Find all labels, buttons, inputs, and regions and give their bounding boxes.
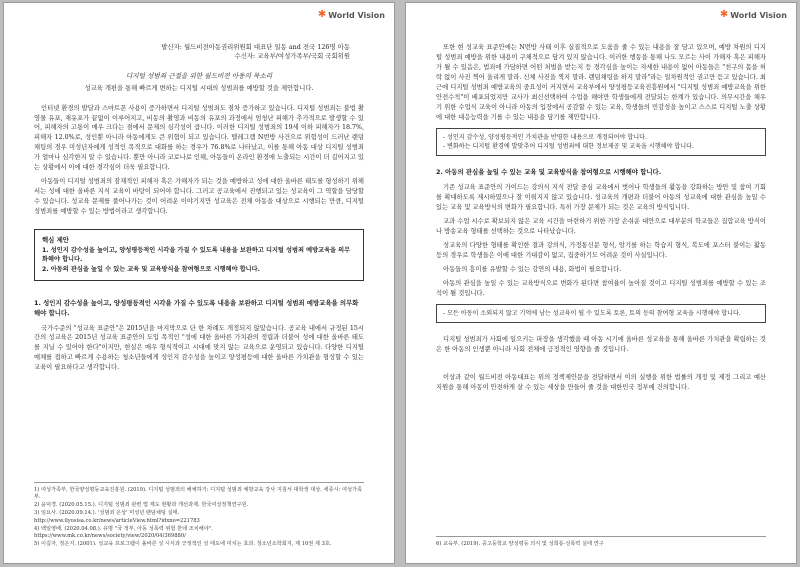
world-vision-mark-icon: ✱ <box>719 9 729 20</box>
footnote: 1) 여성가족부, 한국양성평등교육진흥원. (2019). 디지털 성범죄의 해체하기: 디지털 성범죄 예방교육 강사 지침서 대학생 대상. 세종시: 여성가족부. <box>34 486 363 501</box>
section-paragraph: 기존 성교육 표준안의 가이드는 강의식 지식 전달 중심 교육에서 벗어나 학생들의 활동을 강화하는 방안 및 참여 기회를 확대하도록 제시하였으나 잘 이뤄지지 않고 있습니다. 성교육의 개편과 더불어 아동의 성교육에 대한 관심을 높일 수 있는 교육 및 교육방식의 변화가 필요합니다. 특히 가장 문제가 되는 것은 교육의 방식입니다. <box>436 184 766 212</box>
footnote: 4) 백일영배. (2020.04.08.). 유명 "국 정부, 아동 성폭력 위험 한데 조치해야". <box>34 525 213 532</box>
section-paragraph: 교과 수업 시수로 확보되지 않은 교육 시간을 마련하기 위한 가장 손쉬운 대안으로 대부분의 학교들은 집합교육 방식이나 방송교육 형태를 선택하는 것으로 나타났습니다. <box>436 218 766 236</box>
letter-meta <box>34 43 364 62</box>
world-vision-logo <box>318 10 385 20</box>
body-paragraph: 또한 현 성교육 표준안에는 N번방 사태 이후 실질적으로 도움을 줄 수 있는 내용을 잘 담고 있으며, 예방 차원의 디지털 성범죄 예방을 위한 내용이 구체적으로 담겨 있지 않습니다. 이러한 행동을 통해 나도 모르는 사이 가해자 혹은 피해자가 될 수 있음은, 법죄에 가담하면 어떤 처벌을 받는지 등 경각심을 높이는 자세한 내용이 없어 아동들은 "친구의 몸을 허락 없이 사진 찍어 올리게 말라. 신체 사진을 찍지 말라. 랜덤채팅을 하지 말라"라는 일차원적인 권고만 듣고 있습니다. 최근에 디지털 성범죄 예방교육의 중요성이 커지면서 교육부에서 양성평등교육진흥원에서 "디지털 성범죄 예방교육을 위한 안전수칙"이 배포되었지만 교사가 최신선택하여 수업을 해야만 학생들에게 전달되는 한계가 있습니다. 의무시간을 채우기 위한 수업식 교육이 아니라 아동의 입장에서 공감할 수 있는 교육, 학생들의 민감성을 높이고 스스로 디지털 노출 상황에 대한 대응능력을 기를 수 있는 내용을 담기를 제안합니다. <box>436 44 766 121</box>
footnotes-left <box>34 482 364 549</box>
document-page-left <box>3 2 395 564</box>
footnote: 6) 교육부. (2019). 중고등학교 양성평등 의식 및 성희롱·성폭력 실태 연구 <box>436 541 604 548</box>
document-subline: 성교육 개편을 통해 빠르게 변하는 디지털 시대의 성범죄를 예방할 것을 제안합니다. <box>84 84 314 92</box>
footnote-url: https://www.mk.co.kr/news/society/view/2020/04/369880/ <box>34 533 186 540</box>
recommendation-item: - 변화하는 디지털 환경에 발맞추어 디지털 성범죄에 대한 정보제공 및 교육을 시행해야 합니다. <box>443 142 694 150</box>
key-proposal-box <box>34 229 364 281</box>
footnote-url: http://www.ilyosisa.co.kr/news/articleView.html?idxno=221783 <box>34 517 200 524</box>
document-page-right <box>405 2 797 564</box>
key-proposal-title: 핵심 제안 <box>42 235 69 244</box>
world-vision-logo <box>720 10 787 20</box>
closing-paragraph: 이상과 같이 월드비전 아동대표는 위의 정책제안문을 전달하면서 이의 실행을 위한 법률의 개정 및 제정 그리고 예산 지원을 통해 아동이 안전하게 살 수 있는 세상을 만들어 줄 것을 대한민국 정부에 건의합니다. <box>436 373 766 391</box>
logo-text: World Vision <box>730 10 787 20</box>
footnote: 3) 임요사. (2020.09.14.). '성범죄 온상' 미성년 랜덤채팅 실태. <box>34 510 180 517</box>
recommendation-item: - 모든 아동이 소외되지 않고 기억에 남는 성교육이 될 수 있도록 토론, 토의 등의 참여형 교육을 시행해야 합니다. <box>443 309 741 317</box>
section-paragraph: 국가수준의 "성교육 표준안"은 2015년을 마지막으로 단 한 차례도 개정되지 않았습니다. 공교육 내에서 규정된 15시간의 성교육은 2015년 성교육 표준안의 도입 목적인 "성에 대한 올바른 가치관의 정립과 더불어 성에 대한 올바른 태도를 지닐 수 있어야 한다"이지만, 현실은 매우 형식적이고 시대에 맞지 않는 교육으로 운영되고 있습니다. 다양한 디지털 매체를 접하고 빠르게 수용하는 청소년들에게 성인지 감수성을 높이고 양성평등에 대한 올바른 가치관을 형성할 수 있는 교육이 필요하다고 생각합니다. <box>34 324 364 372</box>
section-paragraph: 아동의 관심을 높일 수 있는 교육방식으로 변화가 된다면 참여율이 높아질 것이고 디지털 성범죄를 예방할 수 있는 조석이 될 것입니다. <box>436 279 766 297</box>
section-heading-1: 1. 성인지 감수성을 높이고, 양성평등적인 시각을 가질 수 있도록 내용을 보완하고 디지털 성범죄 예방교육을 의무화해야 합니다. <box>34 298 359 317</box>
footnote: 5) 이길자, 정은지. (2001). 성교육 프로그램이 올바른 성 시식과 긍정적인 성 태도에 미치는 효과. 청소년소학회지, 제 10권 제 3호. <box>34 541 332 548</box>
closing-paragraph: 디지털 성범죄가 사회에 일으키는 파장을 생각했을 때 아동 시기에 올바른 성교육을 통해 올바른 가치관을 확립하는 것은 한 아동의 인생뿐 아니라 사회 전체에 긍정적인 영향을 줄 것입니다. <box>436 336 766 354</box>
recommendation-box-1 <box>436 128 766 157</box>
meta-sender: 발신자: 월드비전아동권리위원회 대표단 일동 and 전국 126명 아동 <box>161 43 350 51</box>
meta-recipient: 수신자: 교육부/여성가족부/국회 국회위원 <box>234 52 350 61</box>
footnotes-right <box>436 536 766 549</box>
key-proposal-item: 2. 아동의 관심을 높일 수 있는 교육 및 교육방식을 참여형으로 시행해야 합니다. <box>42 266 260 274</box>
recommendation-box-2 <box>436 304 766 323</box>
logo-text: World Vision <box>328 10 385 20</box>
key-proposal-item: 1. 성인지 감수성을 높이고, 양성평등적인 시각을 가질 수 있도록 내용을 보완하고 디지털 성범죄 예방교육을 의무화해야 합니다. <box>42 246 351 264</box>
footnote: 2) 윤덕경. (2020.05.15.). 디지털 성범죄 관련 법 제도 현황과 개선과제. 한국여성정책연구원. <box>34 502 249 509</box>
section-heading-2: 2. 아동의 관심을 높일 수 있는 교육 및 교육방식을 참여형으로 시행해야 합니다. <box>436 168 662 177</box>
section-paragraph: 아동들의 흥미를 유발할 수 있는 강연의 내용, 화법이 필요합니다. <box>443 265 622 273</box>
section-paragraph: 성교육의 다양한 형태를 확인한 결과 강의식, 가정통신문 형식, 암기를 하는 학습지 형식, 복도에 포스터 붙이는 활동 등의 경우로 학생들은 이에 대한 기대감이 없고, 집중하기도 어려운 것이 사실입니다. <box>436 241 766 259</box>
body-paragraph: 인터넷 환경의 발달과 스마트폰 사용이 증가하면서 디지털 성범죄도 점차 증가하고 있습니다. 디지털 성범죄는 불법 촬영물 유포, 재유포가 끝없이 이루어지고, 비동의 촬영과 비동의 유포의 과정에서 엄청난 피해가 추가적으로 발생할 수 있어, 피해자의 고통이 매우 크다는 점에서 문제의 심각성이 큽니다. 이러한 디지털 성범죄의 19세 이하 피해자가 18.7%, 피해자 12.0%로, 성인뿐 아니라 아동에게도 큰 위협이 되고 있습니다. 텔레그램 N번방 사건으로 위험성이 드러난 랜덤채팅의 경우 미성년자에게 성적인 목적으로 대화를 하는 경우가 76.8%로 나타났고, 이를 통해 아동 대상 디지털 성범죄가 얼마나 심각한지 알 수 있습니다. 뿐만 아니라 코로나로 인해, 아동들이 온라인 환경에 노출되는 시간이 더 길어지고 있는 상황에서 이에 대한 경각심이 더욱 필요합니다. <box>34 104 365 172</box>
document-subtitle: 디지털 성범죄 근절을 위한 월드비전 아동의 목소리 <box>125 71 273 80</box>
recommendation-item: - 성인지 감수성, 양성평등적인 가치관을 반영한 내용으로 개정되어야 합니다. <box>443 133 647 141</box>
world-vision-mark-icon: ✱ <box>317 9 327 20</box>
body-paragraph: 아동들이 디지털 성범죄의 잠재적인 피해자 혹은 가해자가 되는 것을 예방하고 성에 대한 올바른 태도를 형성하기 위해서는 성에 대한 올바른 지식 교육이 바탕이 되어야 합니다. 그러고 공교육에서 진행되고 있는 성교육이 그 역할을 담당할 수 있습니다. 성교육 문제를 풀어나가는 것이 어려운 이야기지만 성교육은 전체 아동을 대상으로 시행되는 만큼, 디지털 성범죄를 예방할 수 있는 방법이라고 생각합니다. <box>34 178 364 215</box>
